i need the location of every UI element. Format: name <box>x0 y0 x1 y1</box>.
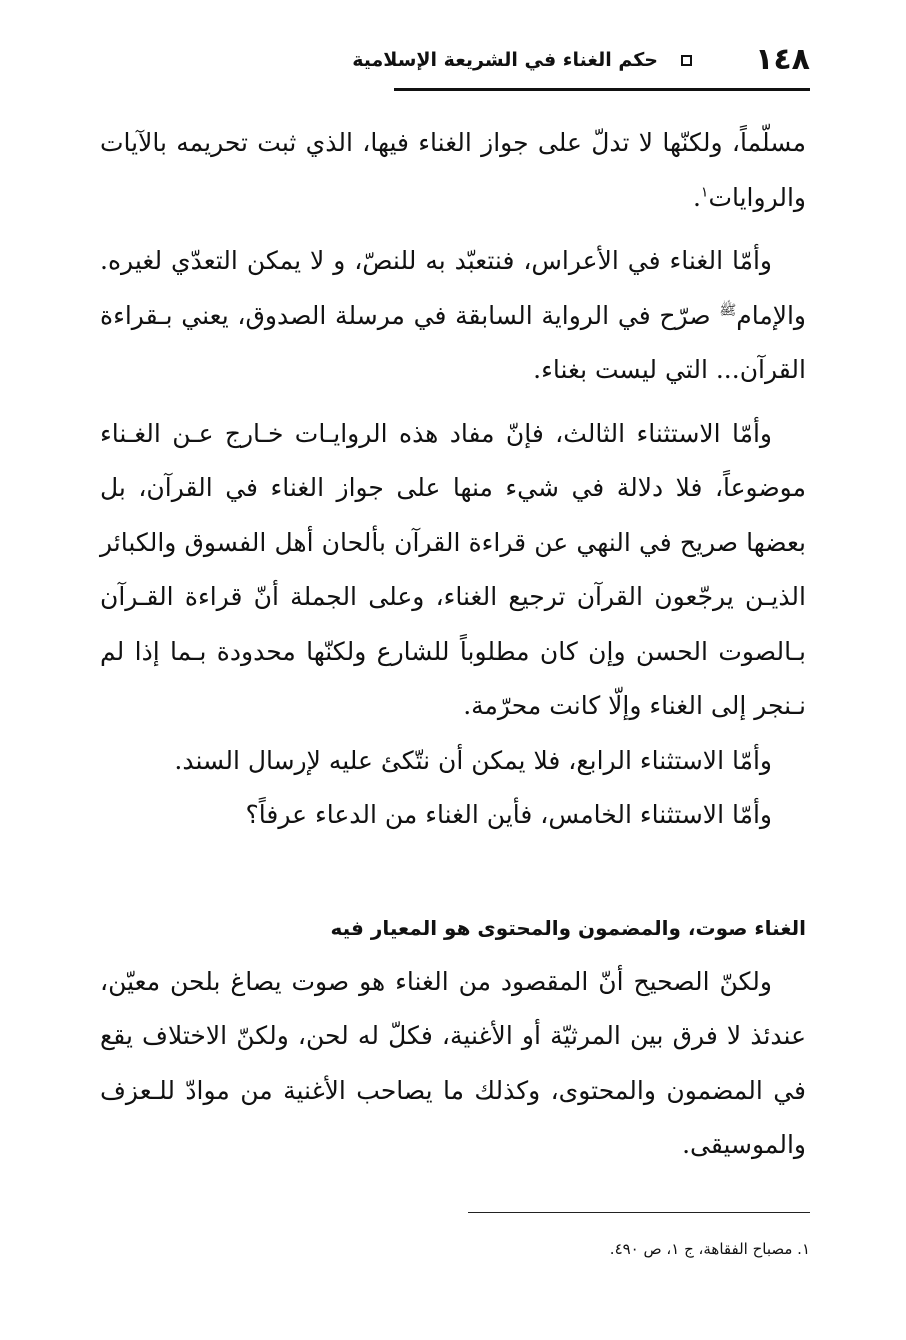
section-spacer <box>100 843 806 901</box>
paragraph-end: . <box>692 182 701 212</box>
paragraph-section-body: ولكنّ الصحيح أنّ المقصود من الغناء هو صوت يصاغ بلحن معيّن، عندئذ لا فرق بين المرثيّة أو الأغنية، فكلّ له لحن، ولكنّ الاختلاف يقع في المضمون والمحتوى، وكذلك ما يصاحب الأغنية من موادّ للـعزف والموسيقى. <box>100 966 806 1159</box>
paragraph-continuation <box>100 116 806 225</box>
paragraph-weddings <box>100 234 806 398</box>
page-header <box>96 38 810 82</box>
paragraph-text-rest: صرّح في الرواية السابقة في مرسلة الصدوق، يعني بـقراءة القرآن... التي ليست بغناء. <box>100 300 806 384</box>
paragraph-fourth-exception: وأمّا الاستثناء الرابع، فلا يمكن أن نتّكئ عليه لإرسال السند. <box>174 745 772 775</box>
footnote-divider <box>468 1212 810 1213</box>
square-ornament-icon <box>681 55 692 66</box>
footnote-reference[interactable]: ١ <box>700 184 709 201</box>
paragraph-fifth-exception: وأمّا الاستثناء الخامس، فأين الغناء من الدعاء عرفاً؟ <box>245 800 772 829</box>
running-title: حكم الغناء في الشريعة الإسلامية <box>352 49 658 71</box>
page-number: ١٤٨ <box>755 42 810 77</box>
paragraph-third-exception: وأمّا الاستثناء الثالث، فإنّ مفاد هذه الروايـات خـارج عـن الغـناء موضوعاً، فلا دلالة في شيء منها على جواز الغناء في القرآن، بل بعضها صريح في النهي عن قراءة القرآن بألحان أهل الفسوق والكبائر الذيـن يرجّعون القرآن ترجيع الغناء، وعلى الجملة أنّ قراءة القـرآن بـالصوت الحسن وإن كان مطلوباً للشارع ولكنّها محدودة بـما إذا لم نـنجر إلى الغناء وإلّا كانت محرّمة. <box>100 418 806 720</box>
footnote: ١. مصباح الفقاهة، ج ١، ص ٤٩٠. <box>609 1240 810 1258</box>
section-heading: الغناء صوت، والمضمون والمحتوى هو المعيار فيه <box>330 915 806 940</box>
honorific-symbol: ﷺ <box>719 302 737 319</box>
header-rule <box>394 88 810 91</box>
paragraph-text: مسلّماً، ولكنّها لا تدلّ على جواز الغناء فيها، الذي ثبت تحريمه بالآيات والروايات <box>100 128 806 212</box>
body-text <box>100 116 806 1173</box>
paragraph-text: وأمّا الغناء في الأعراس، فنتعبّد به للنصّ، و لا يمكن التعدّي لغيره. والإمام <box>100 246 806 330</box>
